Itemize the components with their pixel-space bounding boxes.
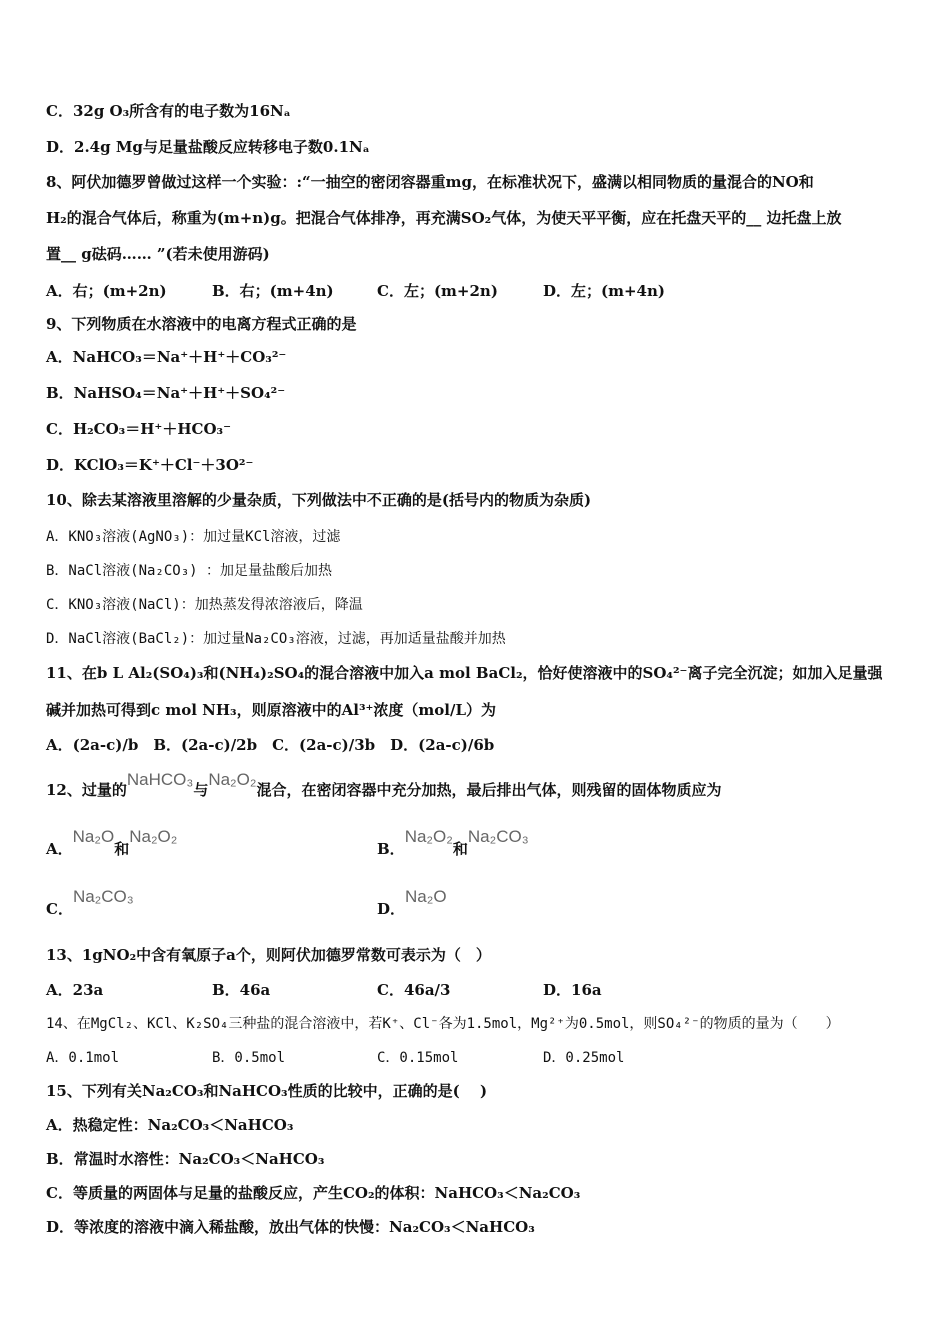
q10-option-c-text: C．KNO₃溶液(NaCl)：加热蒸发得浓溶液后，降温 [46, 597, 363, 613]
q14-option-c [377, 1047, 458, 1068]
q12-option-a-label: A． [46, 840, 73, 858]
q10-option-d-text: D．NaCl溶液(BaCl₂)：加过量Na₂CO₃溶液，过滤，再加适量盐酸并加热 [46, 631, 506, 647]
q9-option-d: D．KClO₃＝K⁺＋Cl⁻＋3O²⁻ [46, 456, 254, 474]
q13-stem: 13、1gNO₂中含有氧原子a个，则阿伏加德罗常数可表示为（ ） [46, 946, 491, 964]
q12-option-a-and: 和 [114, 840, 130, 858]
q13-option-a: A．23a [46, 981, 104, 999]
q15-option-c: C．等质量的两固体与足量的盐酸反应，产生CO₂的体积：NaHCO₃＜Na₂CO₃ [46, 1184, 581, 1202]
q14-stem [46, 1013, 840, 1034]
q10-option-b-text: B．NaCl溶液(Na₂CO₃) ：加足量盐酸后加热 [46, 563, 333, 579]
q15-option-a: A．热稳定性：Na₂CO₃＜NaHCO₃ [46, 1116, 294, 1134]
q11-options: A．(2a-c)/b B．(2a-c)/2b C．(2a-c)/3b D．(2a-c)/6b [46, 736, 495, 754]
q9-option-b: B．NaHSO₄＝Na⁺＋H⁺＋SO₄²⁻ [46, 384, 286, 402]
q10-option-a-text: A．KNO₃溶液(AgNO₃)：加过量KCl溶液，过滤 [46, 529, 341, 545]
q12-formula-na2o2: Na₂O₂ [208, 770, 257, 789]
q12-option-a-formula2: Na₂O₂ [129, 827, 178, 846]
q7-option-d: D．2.4g Mg与足量盐酸反应转移电子数0.1Nₐ [46, 138, 370, 156]
q7-option-c: C．32g O₃所含有的电子数为16Nₐ [46, 102, 291, 120]
q12-option-a [46, 827, 178, 859]
q8-stem-line3: 置__ g砝码…… ”(若未使用游码) [46, 245, 270, 263]
q14-option-d-text: D．0.25mol [543, 1050, 625, 1066]
q8-stem-line2: H₂的混合气体后，称重为(m+n)g。把混合气体排净，再充满SO₂气体，为使天平平衡，应在托盘天平的__ 边托盘上放 [46, 209, 842, 227]
q14-option-a [46, 1047, 119, 1068]
q12-option-d-formula: Na₂O [405, 887, 447, 906]
q15-option-b: B．常温时水溶性：Na₂CO₃＜NaHCO₃ [46, 1150, 325, 1168]
q12-option-d-label: D． [377, 900, 406, 918]
q14-option-b [212, 1047, 285, 1068]
q8-option-a: A．右；(m+2n) [46, 282, 167, 300]
q14-option-c-text: C．0.15mol [377, 1050, 459, 1066]
q11-stem-line2: 碱并加热可得到c mol NH₃，则原溶液中的Al³⁺浓度（mol/L）为 [46, 701, 497, 719]
q9-option-a: A．NaHCO₃＝Na⁺＋H⁺＋CO₃²⁻ [46, 348, 287, 366]
q12-stem-pre: 12、过量的 [46, 781, 127, 799]
q12-option-b-formula2: Na₂CO₃ [467, 827, 529, 846]
q12-option-d [377, 887, 447, 919]
q8-stem-line1: 8、阿伏加德罗曾做过这样一个实验：:“一抽空的密闭容器重mg，在标准状况下，盛满以相同物质的量混合的NO和 [46, 173, 814, 191]
q15-option-d: D．等浓度的溶液中滴入稀盐酸，放出气体的快慢：Na₂CO₃＜NaHCO₃ [46, 1218, 535, 1236]
q14-stem-text: 14、在MgCl₂、KCl、K₂SO₄三种盐的混合溶液中，若K⁺、Cl⁻各为1.5mol，Mg²⁺为0.5mol，则SO₄²⁻的物质的量为（ ） [46, 1016, 840, 1032]
q12-option-b-label: B． [377, 840, 405, 858]
q12-option-b [377, 827, 529, 859]
q12-option-c-formula: Na₂CO₃ [72, 887, 134, 906]
q12-stem-post: 混合，在密闭容器中充分加热，最后排出气体，则残留的固体物质应为 [256, 781, 722, 799]
q8-option-b: B．右；(m+4n) [212, 282, 334, 300]
q8-option-c: C．左；(m+2n) [377, 282, 498, 300]
q12-stem [46, 770, 722, 800]
q10-option-c [46, 594, 363, 615]
q13-option-b: B．46a [212, 981, 271, 999]
q15-stem: 15、下列有关Na₂CO₃和NaHCO₃性质的比较中，正确的是( ) [46, 1082, 488, 1100]
q14-option-b-text: B．0.5mol [212, 1050, 286, 1066]
q9-option-c: C．H₂CO₃＝H⁺＋HCO₃⁻ [46, 420, 232, 438]
q8-option-d: D．左；(m+4n) [543, 282, 665, 300]
q9-stem: 9、下列物质在水溶液中的电离方程式正确的是 [46, 315, 357, 333]
q10-stem: 10、除去某溶液里溶解的少量杂质，下列做法中不正确的是(括号内的物质为杂质) [46, 491, 592, 509]
q10-option-a [46, 526, 340, 547]
q12-option-b-formula1: Na₂O₂ [404, 827, 453, 846]
q14-option-d [543, 1047, 624, 1068]
q12-option-c-label: C． [46, 900, 73, 918]
q12-option-c [46, 887, 134, 919]
q10-option-d [46, 628, 506, 649]
q13-option-d: D．16a [543, 981, 602, 999]
q12-option-b-and: 和 [452, 840, 468, 858]
q10-option-b [46, 560, 332, 581]
q12-formula-nahco3: NaHCO₃ [126, 770, 194, 789]
q13-option-c: C．46a/3 [377, 981, 451, 999]
q12-option-a-formula1: Na₂O [72, 827, 115, 846]
q11-stem-line1: 11、在b L Al₂(SO₄)₃和(NH₄)₂SO₄的混合溶液中加入a mol BaCl₂，恰好使溶液中的SO₄²⁻离子完全沉淀；如加入足量强 [46, 664, 883, 682]
q14-option-a-text: A．0.1mol [46, 1050, 120, 1066]
q12-stem-and: 与 [193, 781, 209, 799]
